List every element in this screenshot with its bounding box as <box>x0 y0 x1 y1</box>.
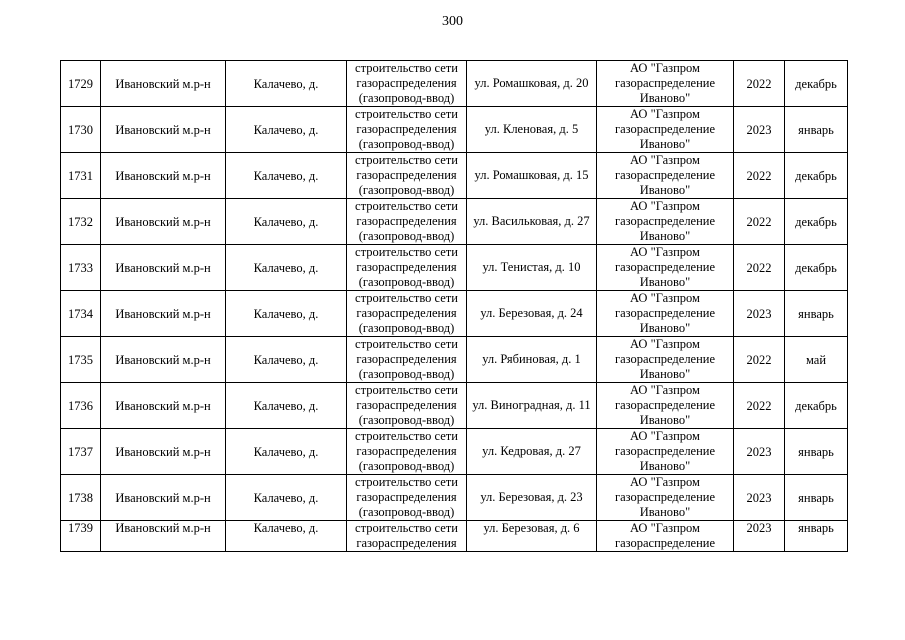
address-cell: ул. Ромашковая, д. 20 <box>467 61 597 107</box>
year-cell: 2023 <box>734 429 785 475</box>
locality-cell: Калачево, д. <box>226 245 347 291</box>
address-cell: ул. Березовая, д. 6 <box>467 521 597 552</box>
district-cell: Ивановский м.р-н <box>101 521 226 552</box>
district-cell: Ивановский м.р-н <box>101 383 226 429</box>
organization-cell: АО "Газпром газораспределение Иваново" <box>597 61 734 107</box>
address-cell: ул. Березовая, д. 23 <box>467 475 597 521</box>
table-row <box>61 245 848 291</box>
organization-cell: АО "Газпром газораспределение Иваново" <box>597 245 734 291</box>
row-number-cell: 1729 <box>61 61 101 107</box>
work-type-cell: строительство сети газораспределения (газопровод-ввод) <box>347 475 467 521</box>
year-cell: 2022 <box>734 61 785 107</box>
address-cell: ул. Березовая, д. 24 <box>467 291 597 337</box>
row-number-cell: 1735 <box>61 337 101 383</box>
row-number-cell: 1730 <box>61 107 101 153</box>
year-cell: 2023 <box>734 521 785 552</box>
table-row <box>61 61 848 107</box>
locality-cell: Калачево, д. <box>226 107 347 153</box>
month-cell: декабрь <box>785 61 848 107</box>
address-cell: ул. Васильковая, д. 27 <box>467 199 597 245</box>
row-number-cell: 1736 <box>61 383 101 429</box>
work-type-cell: строительство сети газораспределения (газопровод-ввод) <box>347 153 467 199</box>
organization-cell: АО "Газпром газораспределение Иваново" <box>597 153 734 199</box>
row-number-cell: 1739 <box>61 521 101 552</box>
district-cell: Ивановский м.р-н <box>101 245 226 291</box>
locality-cell: Калачево, д. <box>226 521 347 552</box>
row-number-cell: 1737 <box>61 429 101 475</box>
locality-cell: Калачево, д. <box>226 61 347 107</box>
table-row <box>61 153 848 199</box>
table-row <box>61 337 848 383</box>
organization-cell: АО "Газпром газораспределение Иваново" <box>597 383 734 429</box>
year-cell: 2023 <box>734 291 785 337</box>
locality-cell: Калачево, д. <box>226 475 347 521</box>
locality-cell: Калачево, д. <box>226 291 347 337</box>
table-row <box>61 291 848 337</box>
locality-cell: Калачево, д. <box>226 383 347 429</box>
year-cell: 2023 <box>734 107 785 153</box>
locality-cell: Калачево, д. <box>226 153 347 199</box>
table-row <box>61 199 848 245</box>
address-cell: ул. Кедровая, д. 27 <box>467 429 597 475</box>
organization-cell: АО "Газпром газораспределение Иваново" <box>597 291 734 337</box>
locality-cell: Калачево, д. <box>226 199 347 245</box>
work-type-cell: строительство сети газораспределения (газопровод-ввод) <box>347 107 467 153</box>
district-cell: Ивановский м.р-н <box>101 61 226 107</box>
work-type-cell: строительство сети газораспределения (газопровод-ввод) <box>347 383 467 429</box>
month-cell: январь <box>785 429 848 475</box>
address-cell: ул. Тенистая, д. 10 <box>467 245 597 291</box>
district-cell: Ивановский м.р-н <box>101 153 226 199</box>
work-type-cell: строительство сети газораспределения (газопровод-ввод) <box>347 429 467 475</box>
month-cell: январь <box>785 475 848 521</box>
year-cell: 2022 <box>734 199 785 245</box>
organization-cell: АО "Газпром газораспределение <box>597 521 734 552</box>
month-cell: январь <box>785 521 848 552</box>
district-cell: Ивановский м.р-н <box>101 429 226 475</box>
year-cell: 2023 <box>734 475 785 521</box>
district-cell: Ивановский м.р-н <box>101 291 226 337</box>
month-cell: декабрь <box>785 245 848 291</box>
address-cell: ул. Виноградная, д. 11 <box>467 383 597 429</box>
year-cell: 2022 <box>734 245 785 291</box>
address-cell: ул. Рябиновая, д. 1 <box>467 337 597 383</box>
month-cell: декабрь <box>785 153 848 199</box>
month-cell: декабрь <box>785 383 848 429</box>
month-cell: декабрь <box>785 199 848 245</box>
organization-cell: АО "Газпром газораспределение Иваново" <box>597 429 734 475</box>
year-cell: 2022 <box>734 337 785 383</box>
work-type-cell: строительство сети газораспределения (газопровод-ввод) <box>347 61 467 107</box>
locality-cell: Калачево, д. <box>226 337 347 383</box>
district-cell: Ивановский м.р-н <box>101 475 226 521</box>
table-row <box>61 383 848 429</box>
table-row <box>61 107 848 153</box>
month-cell: январь <box>785 291 848 337</box>
locality-cell: Калачево, д. <box>226 429 347 475</box>
address-cell: ул. Ромашковая, д. 15 <box>467 153 597 199</box>
row-number-cell: 1732 <box>61 199 101 245</box>
row-number-cell: 1731 <box>61 153 101 199</box>
row-number-cell: 1734 <box>61 291 101 337</box>
work-type-cell: строительство сети газораспределения <box>347 521 467 552</box>
district-cell: Ивановский м.р-н <box>101 337 226 383</box>
table-row <box>61 475 848 521</box>
work-type-cell: строительство сети газораспределения (газопровод-ввод) <box>347 199 467 245</box>
district-cell: Ивановский м.р-н <box>101 199 226 245</box>
work-type-cell: строительство сети газораспределения (газопровод-ввод) <box>347 291 467 337</box>
work-type-cell: строительство сети газораспределения (газопровод-ввод) <box>347 245 467 291</box>
work-type-cell: строительство сети газораспределения (газопровод-ввод) <box>347 337 467 383</box>
organization-cell: АО "Газпром газораспределение Иваново" <box>597 199 734 245</box>
organization-cell: АО "Газпром газораспределение Иваново" <box>597 107 734 153</box>
month-cell: январь <box>785 107 848 153</box>
page-number: 300 <box>442 14 463 29</box>
year-cell: 2022 <box>734 383 785 429</box>
table-row <box>61 521 848 552</box>
organization-cell: АО "Газпром газораспределение Иваново" <box>597 337 734 383</box>
month-cell: май <box>785 337 848 383</box>
row-number-cell: 1733 <box>61 245 101 291</box>
table-row <box>61 429 848 475</box>
district-cell: Ивановский м.р-н <box>101 107 226 153</box>
address-cell: ул. Кленовая, д. 5 <box>467 107 597 153</box>
row-number-cell: 1738 <box>61 475 101 521</box>
year-cell: 2022 <box>734 153 785 199</box>
organization-cell: АО "Газпром газораспределение Иваново" <box>597 475 734 521</box>
gasification-schedule-table <box>60 60 848 552</box>
